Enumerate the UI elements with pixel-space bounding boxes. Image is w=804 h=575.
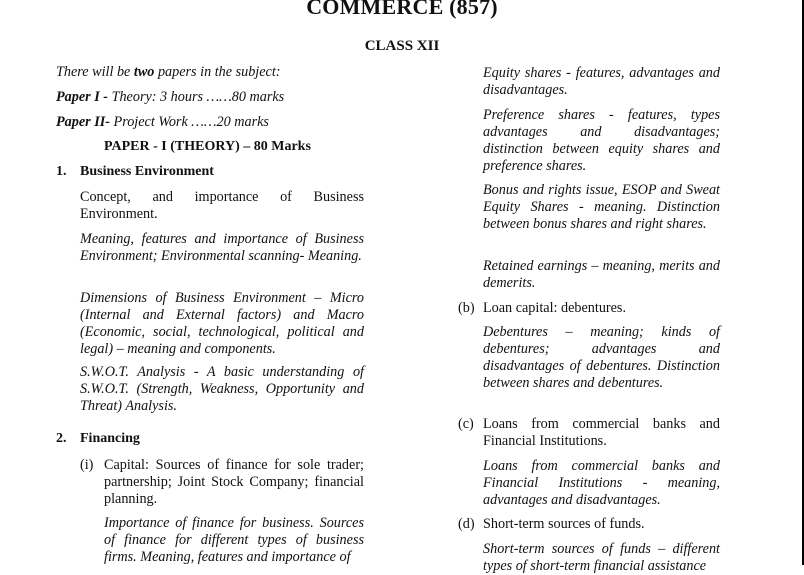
intro-bold: two	[133, 64, 155, 80]
item-c-para: Loans from commercial banks and Financial Institutions - meaning, advantages and disadvantages.	[483, 458, 720, 508]
item-b-text: Loan capital: debentures.	[483, 300, 626, 316]
item-i-label: (i)	[80, 457, 94, 473]
item-d-text: Short-term sources of funds.	[483, 516, 645, 532]
item-i-text: Capital: Sources of finance for sole trader; partnership; Joint Stock Company; financial planning.	[104, 457, 364, 507]
item-d-label: (d)	[458, 516, 475, 532]
section1-title: Business Environment	[80, 164, 214, 179]
item-b-label: (b)	[458, 300, 475, 316]
paper2-text: Project Work ……20 marks	[110, 114, 269, 130]
section2-title: Financing	[80, 431, 140, 446]
item-i-para: Importance of finance for business. Sources of finance for different types of business firms. Meaning, features and importance of	[104, 515, 364, 565]
paper2-line	[56, 114, 364, 131]
section1-number: 1.	[56, 164, 67, 179]
right-r4: Retained earnings – meaning, merits and demerits.	[483, 258, 720, 291]
class-title: CLASS XII	[364, 38, 440, 54]
item-c-text: Loans from commercial banks and Financial Institutions.	[483, 416, 720, 449]
page-title: COMMERCE (857)	[306, 0, 498, 19]
intro-line	[56, 64, 364, 81]
item-b-para: Debentures – meaning; kinds of debentures; advantages and disadvantages of debentures. Distinction between shares and debentures.	[483, 324, 720, 391]
section1-p3: Dimensions of Business Environment – Micro (Internal and External factors) and Macro (Economic, social, technological, political and legal) – meaning and components.	[80, 290, 364, 357]
paper1-line	[56, 89, 364, 106]
paper1-label: Paper I -	[56, 89, 109, 105]
paper-heading: PAPER - I (THEORY) – 80 Marks	[104, 139, 311, 154]
right-r3: Bonus and rights issue, ESOP and Sweat Equity Shares - meaning. Distinction between bonus shares and right shares.	[483, 182, 720, 232]
intro-pre: There will be	[56, 64, 134, 80]
section1-p4: S.W.O.T. Analysis - A basic understanding of S.W.O.T. (Strength, Weakness, Opportunity and Threat) Analysis.	[80, 364, 364, 414]
item-d-para: Short-term sources of funds – different types of short-term financial assistance	[483, 541, 720, 574]
section1-p2: Meaning, features and importance of Business Environment; Environmental scanning- Meaning.	[80, 231, 364, 264]
intro-post: papers in the subject:	[154, 64, 281, 80]
section1-p1: Concept, and importance of Business Environment.	[80, 189, 364, 222]
paper1-text: Theory: 3 hours ……80 marks	[108, 89, 285, 105]
right-r2: Preference shares - features, types advantages and disadvantages; distinction between equity shares and preference shares.	[483, 107, 720, 174]
section2-number: 2.	[56, 431, 67, 446]
item-c-label: (c)	[458, 416, 474, 432]
paper2-label: Paper II-	[56, 114, 110, 130]
right-r1: Equity shares - features, advantages and disadvantages.	[483, 65, 720, 98]
